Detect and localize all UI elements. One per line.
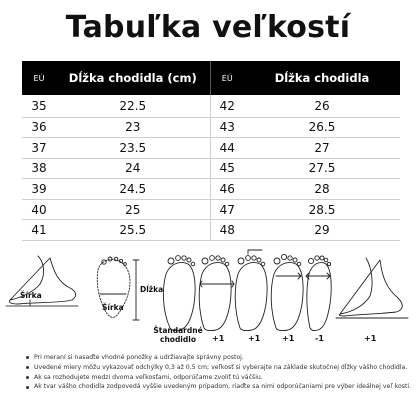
cell-eu: 40 (22, 199, 56, 220)
cell-foot-length: 25 (56, 199, 210, 220)
adjustment-4: -1 (315, 334, 324, 343)
cell-eu-right: 47 (210, 199, 244, 220)
wide-foot-icon (199, 256, 234, 331)
cell-foot-length-right: 26.5 (244, 117, 400, 138)
cell-foot-length-right: 28.5 (244, 199, 400, 220)
note-item: Ak tvar vášho chodidla zodpovedá vyššie uvedeným prípadom, riaďte sa nimi odporúčaniami pre výber ideálnej veľ kosti. (26, 382, 414, 392)
adjustment-2: +1 (248, 334, 261, 343)
note-item: Uvedené miery môžu vykazovať odchýlky 0,3 až 0,5 cm; veľkosť si vyberajte na základe skutočnej dĺžky vášho chodidla. (26, 363, 414, 373)
cell-eu-right: 43 (210, 117, 244, 138)
cell-eu: 37 (22, 138, 56, 159)
high-arch-side-foot-icon (336, 258, 408, 318)
note-item: Pri meraní si nasaďte vhodné ponožky a udržiavajte správny postoj. (26, 353, 414, 363)
cell-foot-length: 23 (56, 117, 210, 138)
size-table (22, 61, 400, 241)
foot-measurement-diagram (0, 248, 416, 348)
standard-foot-label: Štandardné chodidlo (153, 326, 203, 344)
notes-list (26, 353, 414, 392)
cell-foot-length-right: 26 (244, 95, 400, 117)
cell-foot-length: 24.5 (56, 179, 210, 200)
cell-foot-length: 22.5 (56, 95, 210, 117)
width-label-top: Šírka (102, 303, 124, 312)
cell-eu: 41 (22, 220, 56, 241)
note-item: Ak sa rozhodujete medzi dvoma veľkosťami, odporúčame zvoliť tú väčšiu. (26, 373, 414, 383)
header-eu: EÚ (22, 61, 56, 95)
cell-foot-length: 25.5 (56, 220, 210, 241)
header-eu-right: EÚ (210, 61, 244, 95)
table-row (22, 117, 400, 138)
standard-foot-icon (163, 256, 195, 331)
cell-foot-length-right: 27 (244, 138, 400, 159)
side-foot-icon (6, 256, 78, 306)
table-row (22, 220, 400, 241)
cell-eu: 36 (22, 117, 56, 138)
cell-eu-right: 42 (210, 95, 244, 117)
cell-eu: 38 (22, 158, 56, 179)
table-row (22, 95, 400, 117)
width-label-side: Šírka (20, 291, 42, 300)
table-row (22, 179, 400, 200)
cell-eu: 35 (22, 95, 56, 117)
long-toe-foot-icon (271, 254, 303, 330)
table-row (22, 158, 400, 179)
adjustment-1: +1 (212, 334, 225, 343)
header-foot-length: Dĺžka chodidla (cm) (56, 61, 210, 95)
adjustment-3: +1 (282, 334, 295, 343)
cell-foot-length-right: 27.5 (244, 158, 400, 179)
length-label: Dĺžka (140, 285, 164, 294)
cell-eu-right: 48 (210, 220, 244, 241)
table-row (22, 138, 400, 159)
table-row (22, 199, 400, 220)
table-body (22, 95, 400, 241)
table-header-row (22, 61, 400, 95)
cell-foot-length: 24 (56, 158, 210, 179)
header-foot-length-right: Dĺžka chodidla (244, 61, 400, 95)
page-title: Tabuľka veľkostí (65, 10, 351, 45)
narrow-foot-icon (306, 256, 331, 331)
cell-eu-right: 45 (210, 158, 244, 179)
cell-eu: 39 (22, 179, 56, 200)
cell-eu-right: 44 (210, 138, 244, 159)
cell-eu-right: 46 (210, 179, 244, 200)
cell-foot-length-right: 29 (244, 220, 400, 241)
cell-foot-length-right: 28 (244, 179, 400, 200)
cell-foot-length: 23.5 (56, 138, 210, 159)
high-instep-foot-icon (235, 250, 267, 331)
adjustment-5: +1 (364, 334, 377, 343)
